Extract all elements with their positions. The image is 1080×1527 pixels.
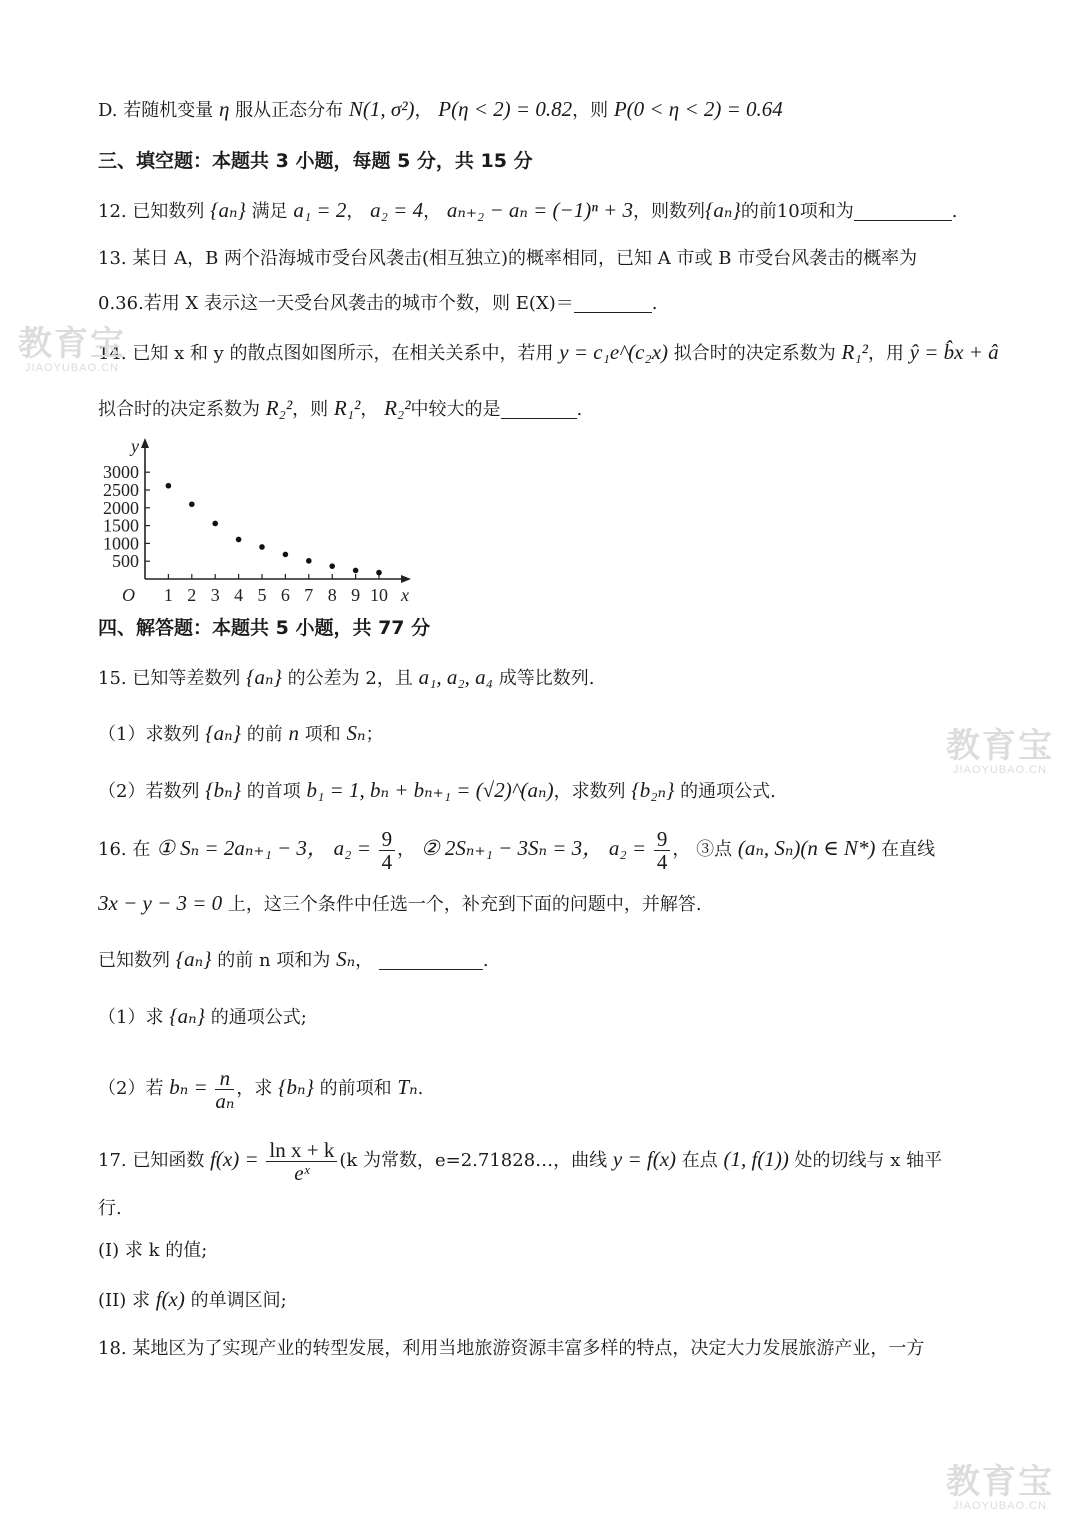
q16-sequence: {aₙ}: [175, 947, 212, 971]
x-tick-label: 10: [370, 585, 388, 604]
q16-condition-3: ③点: [696, 839, 733, 860]
q15-p1-text-3: 项和: [304, 724, 341, 745]
x-tick-label: 7: [304, 585, 314, 604]
x-tick-label: 5: [257, 585, 267, 604]
q14-text-5: ，则: [292, 399, 329, 420]
q12-text: 满足: [251, 201, 288, 222]
option-d-prefix: D. 若随机变量: [98, 100, 214, 121]
question-16-line-1: [98, 826, 935, 873]
question-17-part-2: [98, 1286, 287, 1314]
x-tick-label: 3: [210, 585, 220, 604]
frac-den: 4: [656, 849, 668, 874]
data-point: [212, 521, 218, 527]
q15-p1-n: n: [288, 721, 299, 745]
q14-r1: R₁²: [841, 340, 868, 364]
watermark-logo: [18, 326, 126, 374]
x-axis-arrow: [401, 575, 411, 583]
normal-distribution: N(1, σ²): [348, 97, 415, 121]
q15-p1-sequence: {aₙ}: [205, 721, 241, 745]
q14-model-1: y = c₁e^(c₂x): [559, 340, 669, 364]
q14-r1-ref: R₁²: [333, 396, 361, 420]
q17-p2-text: (II) 求: [98, 1290, 150, 1311]
data-point: [166, 483, 172, 489]
y-tick-label: 1000: [103, 533, 139, 554]
q15-text: 15. 已知等差数列: [98, 668, 241, 689]
q16-condition-1: ① Sₙ = 2aₙ₊₁ − 3，: [156, 836, 328, 860]
question-15-part-2: [98, 777, 776, 805]
y-tick-label: 1500: [103, 515, 139, 536]
q17-text-4: 处的切线与 x 轴平: [794, 1150, 943, 1171]
question-14-line-1: [98, 339, 999, 367]
q17-text-3: 在点: [681, 1150, 718, 1171]
q15-p1-sn: Sₙ: [346, 721, 366, 745]
q15-p2-end: 的通项公式.: [680, 781, 776, 802]
q17-text-2: (k 为常数，e=2.71828…，曲线: [339, 1150, 608, 1171]
separator: ，: [672, 839, 691, 860]
x-tick-label: 2: [187, 585, 197, 604]
watermark-url: JIAOYUBAO.CN: [953, 1500, 1047, 1512]
q12-cond-3: aₙ₊₂ − aₙ = (−1)ⁿ + 3: [446, 198, 634, 222]
separator: ，: [414, 100, 433, 121]
q16-stem-end: .: [482, 950, 489, 971]
q12-end: .: [951, 201, 958, 222]
section-4-heading: 四、解答题：本题共 5 小题，共 77 分: [98, 617, 431, 639]
q16-point: (aₙ, Sₙ)(n ∈ N*): [737, 836, 876, 860]
question-16-line-2: [98, 890, 702, 918]
q15-p1-text-2: 的前: [246, 724, 283, 745]
data-point: [353, 568, 359, 574]
watermark-logo: [946, 728, 1054, 776]
fraction-n-over-an: [215, 1067, 234, 1112]
q16-p2-end: .: [417, 1078, 424, 1099]
watermark-logo: [946, 1464, 1054, 1512]
data-point: [236, 537, 242, 543]
q16-stem-text-2: 的前 n 项和为: [217, 950, 331, 971]
q15-text-3: 成等比数列.: [498, 668, 595, 689]
scatter-plot: [95, 432, 425, 604]
q12-sequence-2: {aₙ}: [705, 198, 741, 222]
x-axis-label: x: [401, 585, 409, 604]
question-15-part-1: [98, 720, 383, 748]
q16-text: 16. 在: [98, 839, 151, 860]
q16-sn: Sₙ: [336, 947, 356, 971]
q15-sequence: {aₙ}: [246, 665, 282, 689]
x-tick-label: 8: [327, 585, 337, 604]
data-point: [283, 552, 289, 558]
watermark-text: 教育宝: [946, 727, 1054, 765]
q17-text: 17. 已知函数: [98, 1150, 205, 1171]
x-tick-label: 4: [234, 585, 244, 604]
question-18-line-1: 18. 某地区为了实现产业的转型发展，利用当地旅游资源丰富多样的特点，决定大力发展旅游产业，一方: [98, 1338, 925, 1359]
option-d: [98, 96, 783, 124]
q16-text-3: 上，这三个条件中任选一个，补充到下面的问题中，并解答.: [227, 894, 702, 915]
question-15: [98, 664, 594, 692]
q12-text-2: ，则数列: [633, 201, 706, 222]
question-17-part-1: (I) 求 k 的值;: [98, 1240, 208, 1261]
q14-text-7: 中较大的是: [410, 399, 501, 420]
frac-den: aₙ: [215, 1088, 235, 1113]
q14-r2-ref: R₂²: [384, 396, 411, 420]
y-tick-label: 2500: [103, 480, 139, 500]
q16-tn: Tₙ: [397, 1075, 418, 1099]
watermark-text: 教育宝: [946, 1463, 1054, 1501]
q16-p2-text-2: ，求: [236, 1078, 273, 1099]
q16-p1-text-2: 的通项公式;: [210, 1007, 307, 1028]
q17-p2-text-2: 的单调区间;: [190, 1290, 287, 1311]
q15-p2-text-3: ，求数列: [553, 781, 626, 802]
y-tick-label: 3000: [103, 462, 139, 483]
q16-p1-sequence: {aₙ}: [169, 1004, 205, 1028]
probability-2: P(0 < η < 2) = 0.64: [613, 97, 783, 121]
y-axis-arrow: [141, 438, 149, 448]
origin-label: O: [122, 585, 135, 604]
frac-den: 4: [381, 849, 393, 874]
data-point: [376, 570, 382, 576]
q14-text-6: ，: [360, 399, 379, 420]
q17-p2-fx: f(x): [155, 1287, 185, 1311]
y-tick-label: 500: [112, 551, 139, 572]
frac-num: ln x + k: [266, 1139, 337, 1162]
option-d-text-2: ，则: [572, 100, 609, 121]
q17-point: (1, f(1)): [723, 1147, 789, 1171]
q15-p2-condition: b₁ = 1, bₙ + bₙ₊₁ = (√2)^(aₙ): [306, 778, 554, 802]
q16-line-equation: 3x − y − 3 = 0: [98, 891, 223, 915]
frac-num: n: [215, 1067, 234, 1090]
question-12: 12. 已知数列 {aₙ} 满足 a₁ = 2， a₂ = 4， aₙ₊₂ − aₙ = (−1)ⁿ + 3，则数列{aₙ}的前10项和为 .: [98, 198, 958, 222]
q15-p2-sequence: {bₙ}: [205, 778, 241, 802]
q12-cond-1: a₁ = 2: [293, 198, 347, 222]
option-d-text: 服从正态分布: [235, 100, 344, 121]
option-d-var: η: [218, 97, 230, 121]
q12-text-3: 的前10项和为: [740, 201, 854, 222]
data-point: [329, 563, 335, 569]
q16-bn-label: bₙ =: [169, 1075, 208, 1099]
q16-p2-text: （2）若: [98, 1078, 164, 1099]
question-13-line-2: [98, 291, 658, 317]
q16-p2-sequence: {bₙ}: [278, 1075, 314, 1099]
q13-end: .: [651, 293, 658, 314]
frac-num: 9: [654, 828, 671, 851]
data-point: [306, 558, 312, 564]
data-point: [259, 544, 265, 550]
answer-blank[interactable]: [501, 400, 577, 419]
y-tick-label: 2000: [103, 497, 139, 518]
q12-sequence: {aₙ}: [210, 198, 246, 222]
q16-a2-label: a₂ =: [333, 836, 371, 860]
q14-text-2: 拟合时的决定系数为: [673, 343, 836, 364]
q16-stem-text: 已知数列: [98, 950, 170, 971]
q16-stem-comma: ，: [355, 950, 374, 971]
fraction-nine-quarters-2: [654, 828, 671, 873]
question-13-line-1: 13. 某日 A，B 两个沿海城市受台风袭击(相互独立)的概率相同，已知 A 市或 B 市受台风袭击的概率为: [98, 248, 918, 269]
q15-text-2: 的公差为 2，且: [287, 668, 413, 689]
q14-end: .: [576, 399, 583, 420]
q14-text-4: 拟合时的决定系数为: [98, 399, 260, 420]
watermark-url: JIAOYUBAO.CN: [25, 362, 119, 374]
question-16-stem: [98, 946, 489, 974]
q15-p1-text: （1）求数列: [98, 724, 200, 745]
q17-fx: f(x) =: [210, 1147, 259, 1171]
question-16-part-2: [98, 1062, 423, 1114]
q16-a2-label-2: a₂ =: [608, 836, 647, 860]
q16-condition-2: ② 2Sₙ₊₁ − 3Sₙ = 3，: [420, 836, 604, 860]
fraction-nine-quarters: [379, 828, 396, 873]
answer-blank[interactable]: [854, 202, 952, 221]
q16-p2-text-3: 的前项和: [319, 1078, 392, 1099]
watermark-url: JIAOYUBAO.CN: [953, 764, 1047, 776]
q15-terms: a₁, a₂, a₄: [418, 665, 493, 689]
y-axis-label: y: [131, 436, 139, 456]
watermark-text: 教育宝: [18, 325, 126, 363]
q14-r2: R₂²: [265, 396, 293, 420]
question-17-line-1: [98, 1134, 942, 1186]
frac-num: 9: [379, 828, 396, 851]
separator: ，: [397, 839, 416, 860]
data-point: [189, 501, 195, 507]
answer-blank[interactable]: [379, 951, 483, 970]
x-tick-label: 9: [351, 585, 361, 604]
q14-text: 14. 已知 x 和 y 的散点图如图所示，在相关关系中，若用: [98, 343, 554, 364]
q12-label: 12. 已知数列: [98, 201, 205, 222]
x-tick-label: 1: [163, 585, 173, 604]
question-14-line-2: [98, 395, 582, 423]
q15-p2-sequence-2: {b₂ₙ}: [631, 778, 675, 802]
section-3-heading: 三、填空题：本题共 3 小题，每题 5 分，共 15 分: [98, 150, 533, 172]
q13-text: 0.36.若用 X 表示这一天受台风袭击的城市个数，则 E(X)＝: [98, 293, 574, 314]
fraction-ln-over-exp: [266, 1139, 337, 1184]
question-16-part-1: [98, 1003, 307, 1031]
q15-p2-text: （2）若数列: [98, 781, 200, 802]
q16-text-2: 在直线: [881, 839, 936, 860]
probability-1: P(η < 2) = 0.82: [438, 97, 573, 121]
q12-cond-2: a₂ = 4: [370, 198, 424, 222]
q15-p2-text-2: 的首项: [246, 781, 301, 802]
q16-p1-text: （1）求: [98, 1007, 164, 1028]
question-17-line-2: 行.: [98, 1198, 122, 1219]
q14-text-3: ，用: [867, 343, 904, 364]
frac-den: eˣ: [294, 1160, 310, 1185]
x-tick-label: 6: [280, 585, 290, 604]
q17-curve: y = f(x): [612, 1147, 677, 1171]
q14-model-2: ŷ = b̂x + â: [909, 340, 999, 364]
q15-p1-end: ；: [365, 724, 384, 745]
answer-blank[interactable]: [574, 294, 652, 313]
